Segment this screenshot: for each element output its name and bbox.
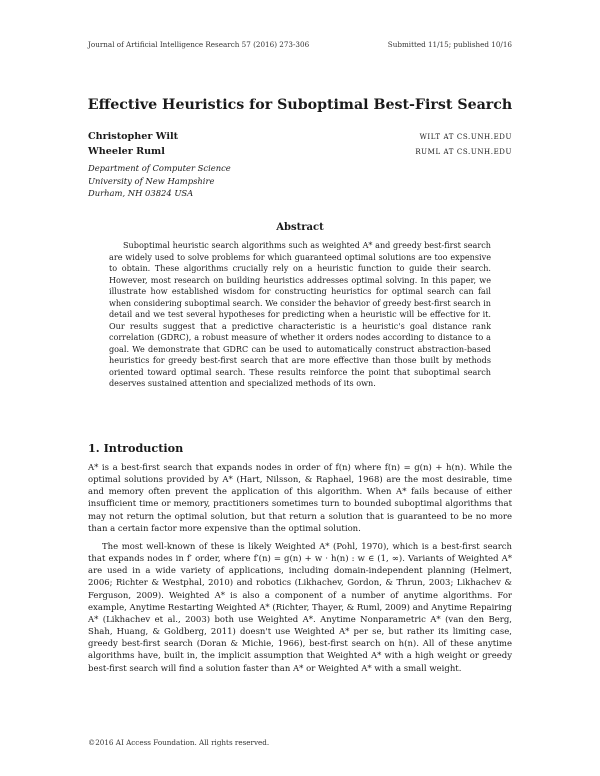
- affiliation-university: University of New Hampshire: [88, 175, 215, 186]
- author-block: [88, 131, 512, 161]
- author-row: [88, 131, 512, 146]
- copyright-footer: ©2016 AI Access Foundation. All rights reserved.: [88, 738, 270, 747]
- affiliation-department: Department of Computer Science: [88, 163, 231, 173]
- journal-citation: Journal of Artificial Intelligence Research 57 (2016) 273-306: [88, 40, 310, 49]
- author-name: Wheeler Ruml: [88, 146, 165, 157]
- author-email: RUML AT CS.UNH.EDU: [415, 148, 512, 156]
- abstract-body: [109, 240, 491, 390]
- paragraph: A* is a best-first search that expands nodes in order of f(n) where f(n) = g(n) + h(n). While the optimal solutions provided by A* (Hart, Nilsson, & Raphael, 1968) are the most desirable, time and memory often prevent the application of this algorithm. When A* fails because of either insufficient time or memory, practitioners sometimes turn to bounded suboptimal algorithms that may not return the optimal solution, but that return a solution that is guaranteed to be no more than a certain factor more expensive than the optimal solution.: [88, 463, 512, 534]
- section-heading: 1. Introduction: [88, 441, 184, 455]
- affiliation-address: Durham, NH 03824 USA: [88, 188, 194, 199]
- running-header: [88, 40, 512, 49]
- author-email: WILT AT CS.UNH.EDU: [419, 133, 512, 141]
- paper-title: Effective Heuristics for Suboptimal Best-First Search: [87, 97, 513, 113]
- affiliation: [88, 162, 231, 200]
- submission-dates: Submitted 11/15; published 10/16: [387, 40, 512, 49]
- author-row: [88, 146, 512, 161]
- paragraph: The most well-known of these is likely Weighted A* (Pohl, 1970), which is a best-first search that expands nodes in f′ order, where f′(n) = g(n) + w · h(n) : w ∈ (1, ∞). Variants of Weighted A* are used in a wide variety of applications, including domain-independent planning (Helmert, 2006; Richter & Westphal, 2010) and robotics (Likhachev, Gordon, & Thrun, 2003; Likhachev & Ferguson, 2009). Weighted A* is also a component of a number of anytime algorithms. For example, Anytime Restarting Weighted A* (Richter, Thayer, & Ruml, 2009) and Anytime Repairing A* (Likhachev et al., 2003) both use Weighted A*. Anytime Nonparametric A* (van den Berg, Shah, Huang, & Goldberg, 2011) doesn't use Weighted A* per se, but rather its limiting case, greedy best-first search (Doran & Michie, 1966), best-first search on h(n). All of these anytime algorithms have, built in, the implicit assumption that Weighted A* with a high weight or greedy best-first search will find a solution faster than A* or Weighted A* with a small weight.: [88, 541, 512, 674]
- abstract-text: Suboptimal heuristic search algorithms such as weighted A* and greedy best-first search are widely used to solve problems for which guaranteed optimal solutions are too expensive to obtain. These algorithms crucially rely on a heuristic function to guide their search. However, most research on building heuristics addresses optimal solving. In this paper, we illustrate how established wisdom for constructing heuristics for optimal search can fail when considering suboptimal search. We consider the behavior of greedy best-first search in detail and we test several hypotheses for predicting when a heuristic will be effective for it. Our results suggest that a predictive characteristic is a heuristic's goal distance rank correlation (GDRC), a robust measure of whether it orders nodes according to distance to a goal. We demonstrate that GDRC can be used to automatically construct abstraction-based heuristics for greedy best-first search that are more effective than those built by methods oriented toward optimal search. These results reinforce the point that suboptimal search deserves sustained attention and specialized methods of its own.: [109, 240, 491, 388]
- section-body: [88, 462, 512, 681]
- author-name: Christopher Wilt: [88, 131, 179, 142]
- abstract-heading: Abstract: [276, 222, 324, 233]
